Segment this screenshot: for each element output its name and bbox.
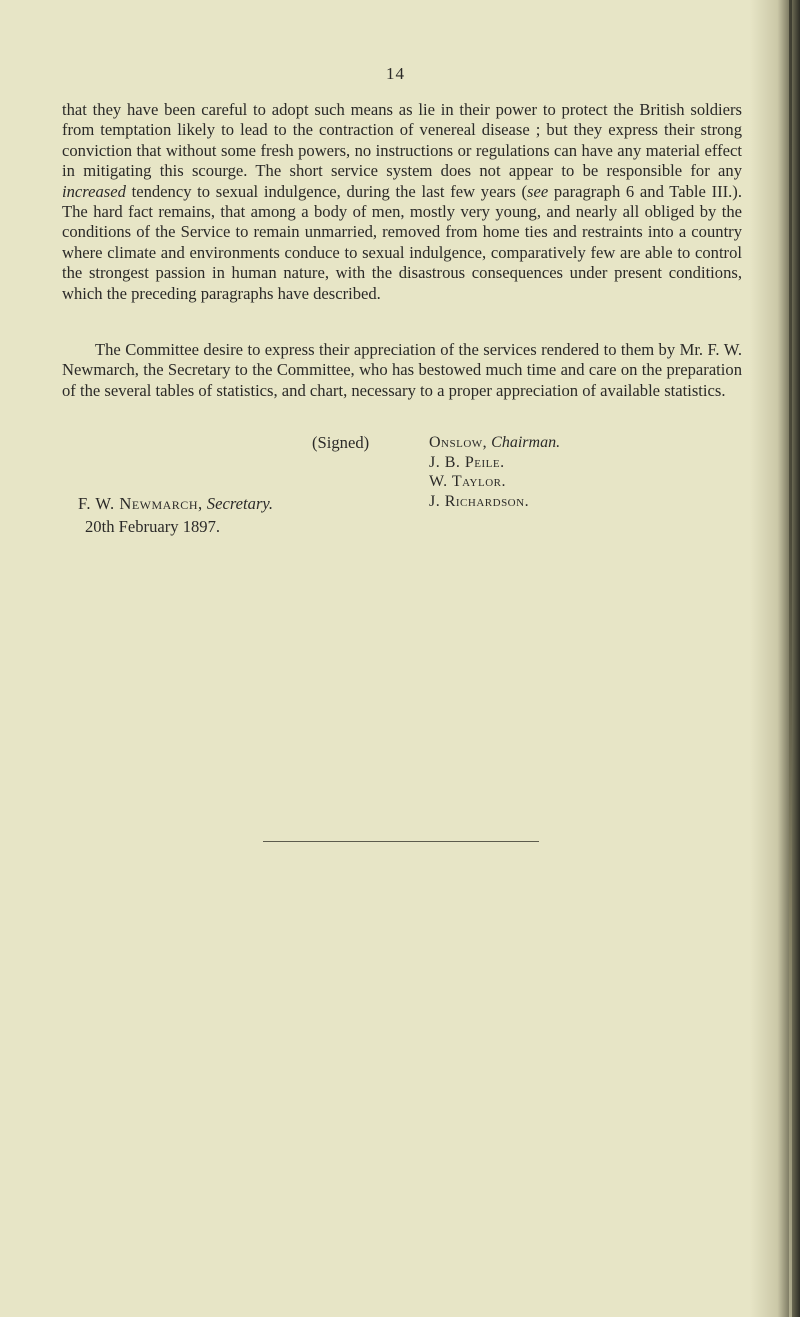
secretary-line bbox=[78, 492, 273, 515]
paragraph-1-text-b: tendency to sexual indulgence, during the last few years ( bbox=[125, 181, 528, 201]
document-date: 20th February 1897. bbox=[85, 517, 221, 536]
signatory-member: J. B. Peile. bbox=[429, 453, 505, 471]
paragraph-1 bbox=[62, 100, 742, 304]
signatory-member: W. Taylor. bbox=[429, 473, 506, 490]
paragraph-1-text-c: paragraph 6 and Table III.). The hard fact remains, that among a body of men, mostly very young, and nearly all obliged by the conditions of the Service to remain unmarried, removed from home ties and restraints into a country where climate and environments conduce to sexual indulgence, comparatively few are able to control the strongest passion in human nature, with the disastrous consequences under present conditions, which the preceding paragraphs have described. bbox=[62, 181, 742, 303]
signatory-member: J. Richardson. bbox=[429, 492, 530, 510]
chairman-name: Onslow, bbox=[429, 434, 488, 451]
page-number: 14 bbox=[386, 64, 405, 83]
signed-label: (Signed) bbox=[312, 433, 370, 452]
paragraph-2: The Committee desire to express their appreciation of the services rendered to them by Mr. F. W. Newmarch, the Secretary to the Committee, who has bestowed much time and care on the preparation of the several tables of statistics, and chart, necessary to a proper appreciation of available statistics. bbox=[62, 340, 742, 400]
paragraph-1-emphasis-see: see bbox=[527, 181, 549, 201]
paragraph-1-emphasis-increased: increased bbox=[62, 181, 126, 201]
horizontal-rule bbox=[263, 841, 539, 842]
secretary-title: Secretary. bbox=[206, 494, 273, 513]
page-edge-line bbox=[789, 0, 792, 1317]
chairman-title: Chairman. bbox=[491, 434, 561, 451]
secretary-name: F. W. Newmarch, bbox=[78, 494, 203, 513]
page-edge-shadow bbox=[750, 0, 800, 1317]
chairman-line bbox=[429, 433, 560, 453]
signatories-block bbox=[429, 433, 560, 511]
secretary-block bbox=[78, 492, 273, 538]
paragraph-1-text-a: that they have been careful to adopt such means as lie in their power to protect the British soldiers from temptation likely to lead to the contraction of venereal disease ; but they express their strong conviction that without some fresh powers, no instructions or regulations can have any material effect in mitigating this scourge. The short service system does not appear to be responsible for any bbox=[62, 100, 742, 181]
